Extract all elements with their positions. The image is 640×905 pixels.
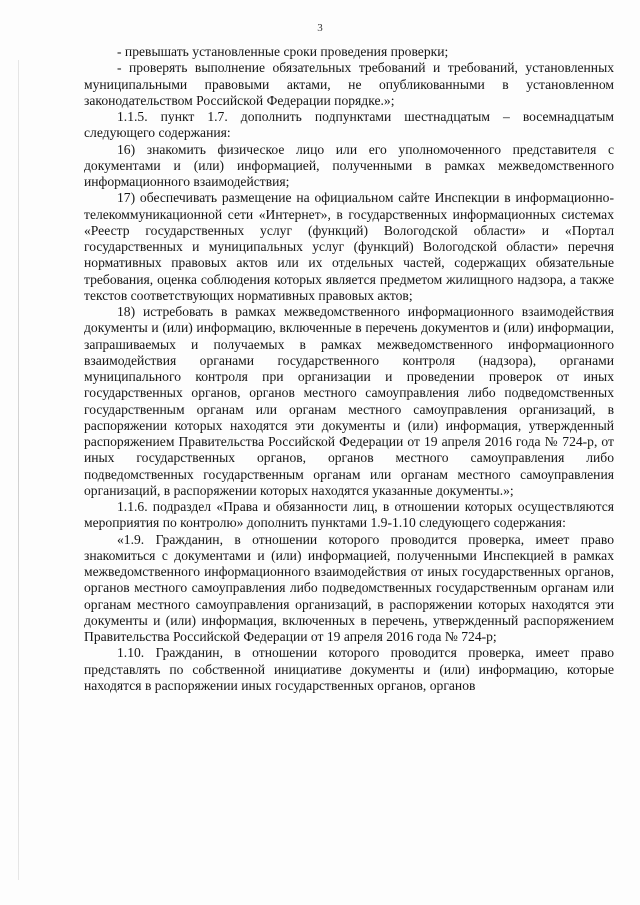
list-item-deadlines: - превышать установленные сроки проведения проверки; bbox=[117, 44, 449, 59]
point-1-10: 1.10. Гражданин, в отношении которого проводится проверка, имеет право представлять по собственной инициативе документы и (или) информацию, которые находятся в распоряжении иных государственных органов, органов bbox=[84, 645, 614, 693]
subpoint-17: 17) обеспечивать размещение на официальном сайте Инспекции в информационно-телекоммуникационной сети «Интернет», в государственных информационных системах «Реестр государственных услуг (функций) Вологодской области» и «Портал государственных и муниципальных услуг (функций) Вологодской области» перечня нормативных правовых актов или их отдельных частей, содержащих обязательные требования, оценка соблюдения которых является предметом жилищного надзора, а также текстов соответствующих нормативных правовых актов; bbox=[84, 190, 614, 303]
subpoint-16: 16) знакомить физическое лицо или его уполномоченного представителя с документами и (или) информацией, полученными в рамках межведомственного информационного взаимодействия; bbox=[84, 141, 614, 189]
clause-1-1-6: 1.1.6. подраздел «Права и обязанности лиц, в отношении которых осуществляются мероприятия по контролю» дополнить пунктами 1.9-1.10 следующего содержания: bbox=[84, 499, 614, 531]
point-1-9: «1.9. Гражданин, в отношении которого проводится проверка, имеет право знакомиться с документами и (или) информацией, полученными Инспекцией в рамках межведомственного информационного взаимодействия от иных государственных органов, органов местного самоуправления либо подведомственных государственным органам или органам местного самоуправления организаций, в распоряжении которых находятся эти документы и (или) информация, включенных в перечень, утвержденный распоряжением Правительства Российской Федерации от 19 апреля 2016 года № 724-р; bbox=[84, 531, 614, 644]
clause-1-1-5: 1.1.5. пункт 1.7. дополнить подпунктами шестнадцатым – восемнадцатым следующего содержания: bbox=[84, 109, 614, 141]
scan-edge-line bbox=[18, 60, 19, 880]
document-body bbox=[84, 44, 614, 694]
subpoint-18: 18) истребовать в рамках межведомственного информационного взаимодействия документы и (или) информацию, включенные в перечень документов и (или) информации, запрашиваемых и получаемых в рамках межведомственного информационного взаимодействия органами государственного контроля (надзора), органами муниципального контроля при организации и проведении проверок от иных государственных органов, органов местного самоуправления либо подведомственных государственным органам или органам местного самоуправления организаций, в распоряжении которых находятся эти документы и (или) информация, утвержденный распоряжением Правительства Российской Федерации от 19 апреля 2016 года № 724-р, от иных государственных органов, органов местного самоуправления либо подведомственных государственным органам или органам местного самоуправления организаций, в распоряжении которых находятся указанные документы.»; bbox=[84, 304, 614, 498]
list-item-requirements: - проверять выполнение обязательных требований и требований, установленных муниципальными правовыми актами, не опубликованными в установленном законодательством Российской Федерации порядке.»; bbox=[84, 60, 614, 108]
page-number: 3 bbox=[317, 22, 323, 34]
